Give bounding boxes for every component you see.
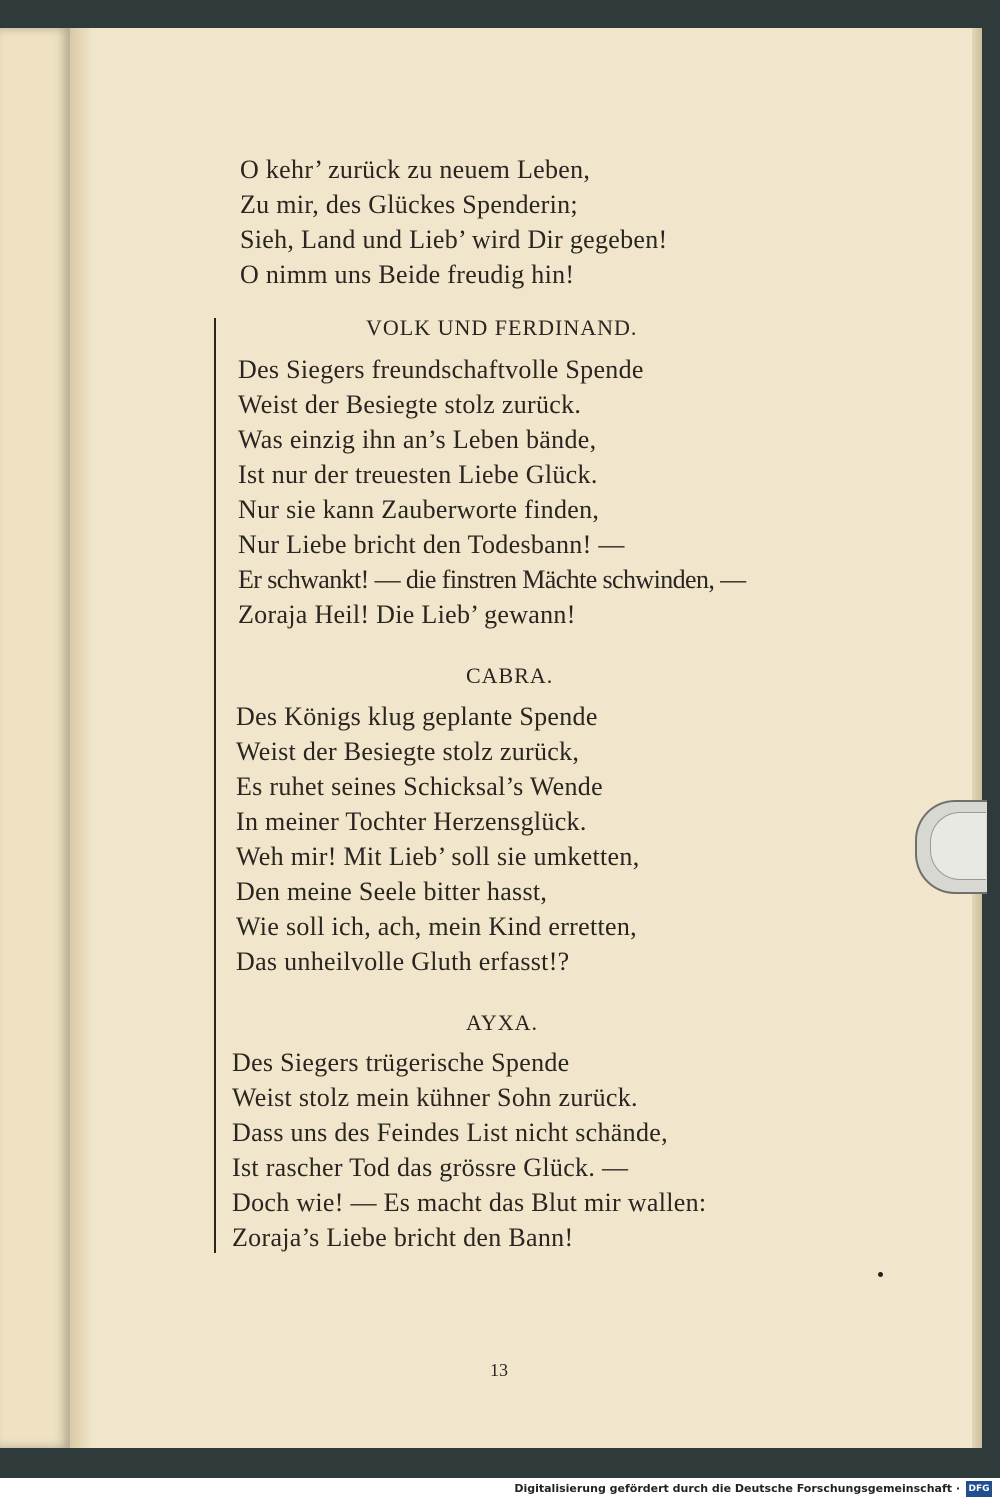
stanza1-line-2: Zu mir, des Glückes Spenderin; xyxy=(240,190,578,219)
volk-line-8: Zoraja Heil! Die Lieb’ gewann! xyxy=(238,600,576,629)
stanza1-line-3: Sieh, Land und Lieb’ wird Dir gegeben! xyxy=(240,225,668,254)
ayxa-line-1: Des Siegers trügerische Spende xyxy=(232,1048,570,1077)
dfg-logo-icon: DFG xyxy=(966,1481,992,1497)
cabra-line-4: In meiner Tochter Herzensglück. xyxy=(236,807,587,836)
cabra-line-6: Den meine Seele bitter hasst, xyxy=(236,877,548,906)
speaker-brace xyxy=(214,318,228,1253)
ayxa-line-3: Dass uns des Feindes List nicht schände, xyxy=(232,1118,668,1147)
cabra-line-8: Das unheilvolle Gluth erfasst!? xyxy=(236,947,570,976)
volk-line-3: Was einzig ihn an’s Leben bände, xyxy=(238,425,597,454)
volk-line-7: Er schwankt! — die finstren Mächte schwinden, — xyxy=(238,565,746,594)
footer-credit: Digitalisierung gefördert durch die Deutsche Forschungsgemeinschaft · xyxy=(514,1482,960,1495)
footer-bar xyxy=(0,1478,1000,1503)
cabra-line-1: Des Königs klug geplante Spende xyxy=(236,702,598,731)
heading-volk-und-ferdinand: VOLK UND FERDINAND. xyxy=(366,315,638,340)
stanza1-line-4: O nimm uns Beide freudig hin! xyxy=(240,260,575,289)
cabra-line-5: Weh mir! Mit Lieb’ soll sie umketten, xyxy=(236,842,640,871)
book-spine xyxy=(70,28,92,1448)
heading-cabra: CABRA. xyxy=(466,663,554,688)
ayxa-line-4: Ist rascher Tod das grössre Glück. — xyxy=(232,1153,629,1182)
cabra-line-3: Es ruhet seines Schicksal’s Wende xyxy=(236,772,603,801)
volk-line-6: Nur Liebe bricht den Todesbann! — xyxy=(238,530,625,559)
page-number: 13 xyxy=(490,1360,508,1380)
clip-tab-inner xyxy=(930,812,986,880)
cabra-line-7: Wie soll ich, ach, mein Kind erretten, xyxy=(236,912,637,941)
left-page-edge xyxy=(0,28,70,1448)
volk-line-4: Ist nur der treuesten Liebe Glück. xyxy=(238,460,598,489)
volk-line-1: Des Siegers freundschaftvolle Spende xyxy=(238,355,644,384)
volk-line-5: Nur sie kann Zauberworte finden, xyxy=(238,495,600,524)
cabra-line-2: Weist der Besiegte stolz zurück, xyxy=(236,737,580,766)
volk-line-2: Weist der Besiegte stolz zurück. xyxy=(238,390,582,419)
heading-ayxa: AYXA. xyxy=(466,1010,539,1035)
ayxa-line-6: Zoraja’s Liebe bricht den Bann! xyxy=(232,1223,574,1252)
ink-dot xyxy=(878,1272,883,1277)
ayxa-line-2: Weist stolz mein kühner Sohn zurück. xyxy=(232,1083,638,1112)
page-edge xyxy=(972,28,982,1448)
stanza1-line-1: O kehr’ zurück zu neuem Leben, xyxy=(240,155,591,184)
ayxa-line-5: Doch wie! — Es macht das Blut mir wallen: xyxy=(232,1188,707,1217)
